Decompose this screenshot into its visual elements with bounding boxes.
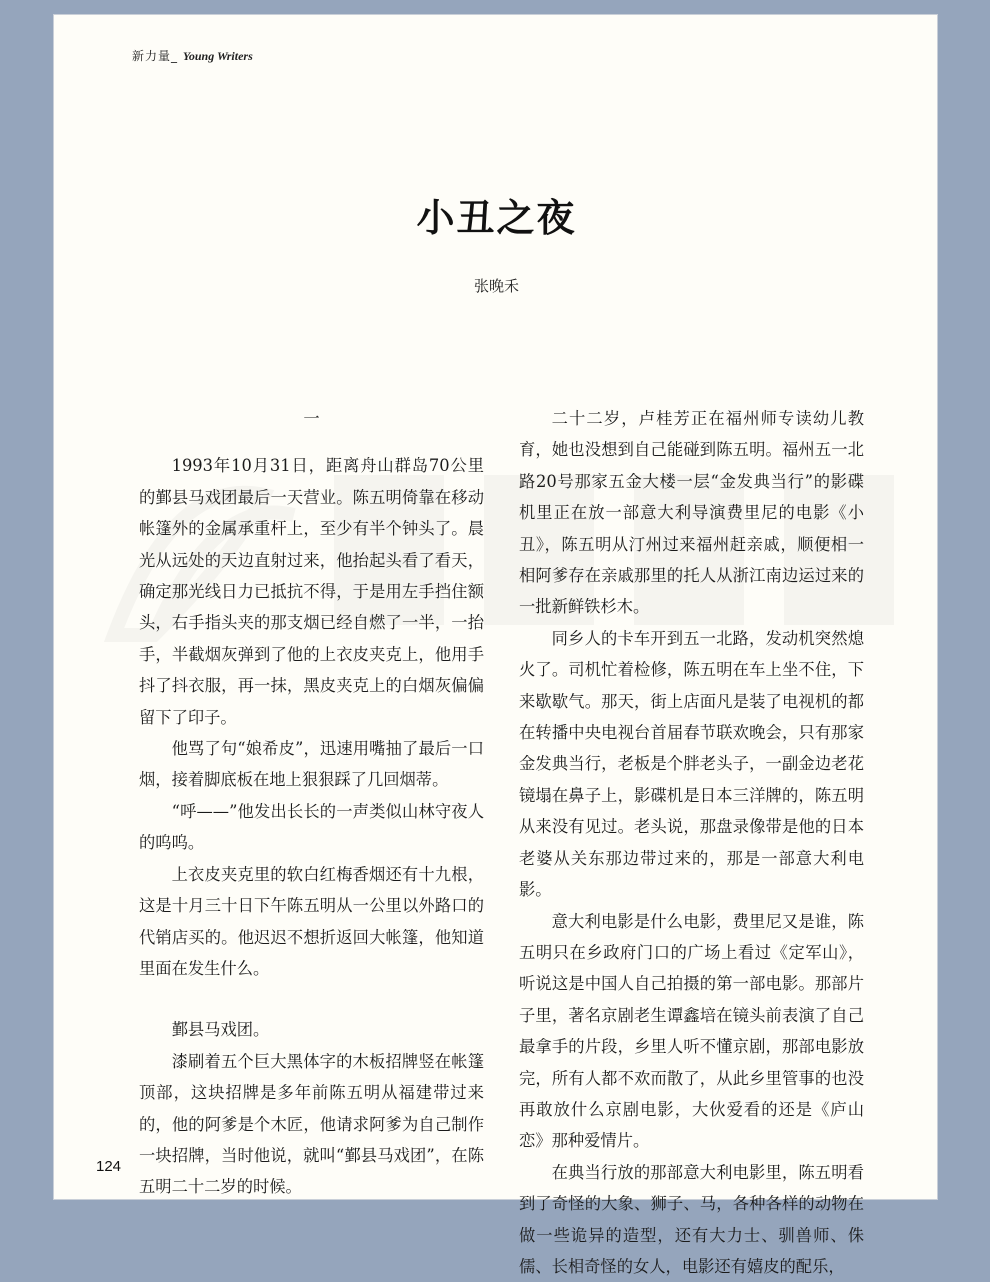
running-header — [132, 47, 253, 64]
right-column — [519, 403, 864, 1282]
paragraph: “呼——”他发出长长的一声类似山林守夜人的呜呜。 — [139, 801, 484, 853]
header-en: Young Writers — [182, 49, 253, 63]
article-title: 小丑之夜 — [416, 195, 577, 240]
paragraph: 二十二岁，卢桂芳正在福州师专读幼儿教育，她也没想到自己能碰到陈五明。福州五一北路20号那家五金大楼一层“金发典当行”的影碟机里正在放一部意大利导演费里尼的电影《小丑》，陈五明从汀州过来福州赶亲戚，顺便相一相阿爹存在亲戚那里的托人从浙江南边运过来的一批新鲜铁杉木。 — [519, 409, 864, 617]
page-number: 124 — [96, 1158, 122, 1175]
paragraph: 漆刷着五个巨大黑体字的木板招牌竖在帐篷顶部，这块招牌是多年前陈五明从福建带过来的，他的阿爹是个木匠，他请求阿爹为自己制作一块招牌，当时他说，就叫“鄞县马戏团”，在陈五明二十二岁的时候。 — [139, 1051, 484, 1197]
document-page — [53, 14, 938, 1276]
paragraph: 同乡人的卡车开到五一北路，发动机突然熄火了。司机忙着检修，陈五明在车上坐不住，下来歇歇气。那天，街上店面凡是装了电视机的都在转播中央电视台首届春节联欢晚会，只有那家金发典当行，老板是个胖老头子，一副金边老花镜塌在鼻子上，影碟机是日本三洋牌的，陈五明从来没有见过。老头说，那盘录像带是他的日本老婆从关东那边带过来的，那是一部意大利电影。 — [519, 628, 864, 900]
paragraph: 鄞县马戏团。 — [171, 1020, 270, 1040]
paragraph: 在典当行放的那部意大利电影里，陈五明看到了奇怪的大象、狮子、马，各种各样的动物在做一些诡异的造型，还有大力士、驯兽师、侏儒、长相奇怪的女人，电影还有嬉皮的配乐， — [519, 1162, 864, 1276]
header-cn: 新力量_ — [132, 49, 179, 63]
paragraph: 他骂了句“娘希皮”，迅速用嘴抽了最后一口烟，接着脚底板在地上狠狠踩了几回烟蒂。 — [139, 739, 484, 790]
paragraph: 1993年10月31日，距离舟山群岛70公里的鄞县马戏团最后一天营业。陈五明倚靠在移动帐篷外的金属承重杆上，至少有半个钟头了。晨光从远处的天边直射过来，他抬起头看了看天，确定那光线日力已抵抗不得，于是用左手挡住额头，右手指头夹的那支烟已经自燃了一半，一抬手，半截烟灰弹到了他的上衣皮夹克上，他用手抖了抖衣服，再一抹，黑皮夹克上的白烟灰偏偏留下了印子。 — [139, 456, 484, 727]
paragraph: 意大利电影是什么电影，费里尼又是谁，陈五明只在乡政府门口的广场上看过《定军山》，听说这是中国人自己拍摄的第一部电影。那部片子里，著名京剧老生谭鑫培在镜头前表演了自己最拿手的片段，乡里人听不懂京剧，那部电影放完，所有人都不欢而散了，从此乡里管事的也没再敢放什么京剧电影，大伙爱看的还是《庐山恋》那种爱情片。 — [519, 911, 864, 1151]
left-column — [139, 403, 484, 1203]
article-author: 张晚禾 — [473, 277, 519, 295]
paragraph: 上衣皮夹克里的软白红梅香烟还有十九根，这是十月三十日下午陈五明从一公里以外路口的代销店买的。他迟迟不想折返回大帐篷，他知道里面在发生什么。 — [139, 864, 484, 978]
section-number: 一 — [303, 409, 320, 428]
